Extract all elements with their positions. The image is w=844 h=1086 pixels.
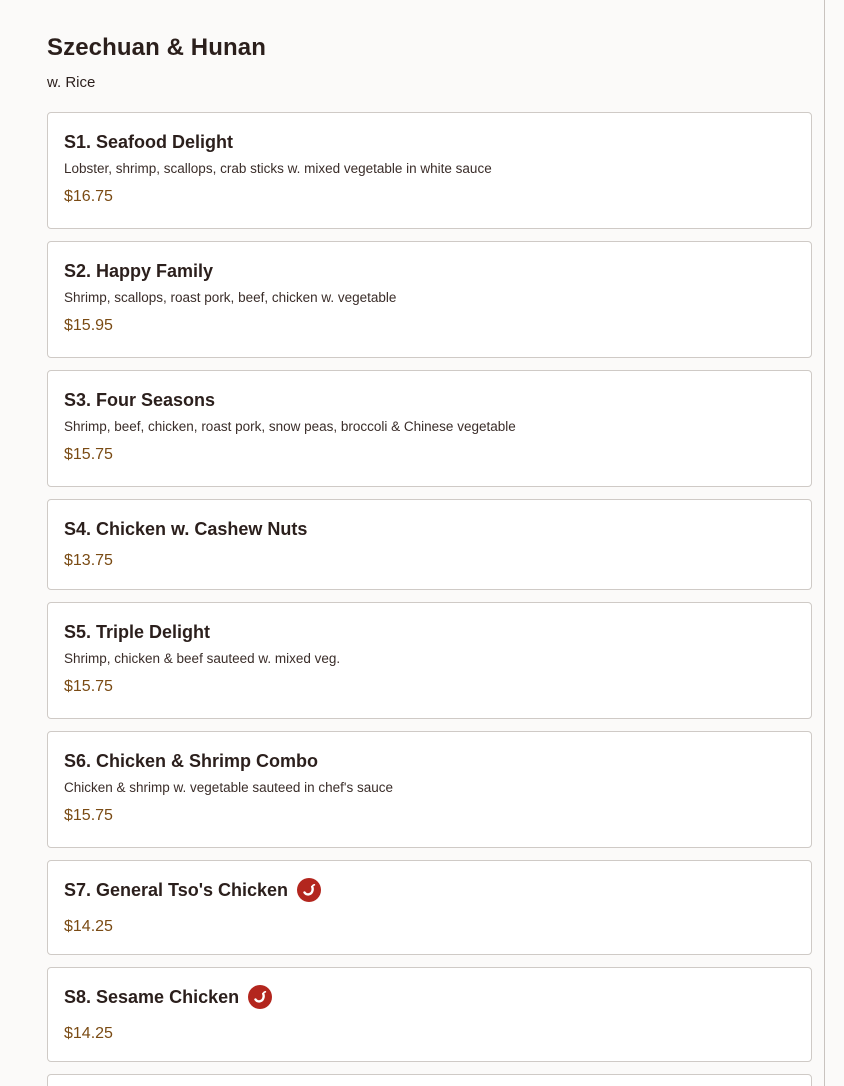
menu-item-card[interactable] — [47, 602, 812, 719]
section-title: Szechuan & Hunan — [47, 34, 266, 61]
menu-item-card[interactable] — [47, 967, 812, 1062]
menu-item-header — [64, 387, 795, 413]
menu-item-card-partial[interactable] — [47, 1074, 812, 1086]
menu-item-name: S1. Seafood Delight — [64, 131, 234, 152]
menu-item-price: $14.25 — [64, 1025, 113, 1042]
menu-item-price: $14.25 — [64, 918, 113, 935]
menu-item-price: $15.95 — [64, 317, 113, 334]
menu-item-price: $15.75 — [64, 678, 113, 695]
menu-item-card[interactable] — [47, 370, 812, 487]
menu-item-header — [64, 516, 795, 542]
chili-pepper-icon — [248, 985, 272, 1009]
menu-item-header — [64, 619, 795, 645]
menu-item-name: S5. Triple Delight — [64, 621, 211, 642]
menu-item-name: S4. Chicken w. Cashew Nuts — [64, 518, 308, 539]
menu-item-card[interactable] — [47, 860, 812, 955]
section-subtitle: w. Rice — [47, 74, 96, 91]
menu-item-description: Lobster, shrimp, scallops, crab sticks w. mixed vegetable in white sauce — [64, 161, 492, 176]
menu-item-price: $15.75 — [64, 807, 113, 824]
menu-item-price: $13.75 — [64, 552, 113, 569]
menu-item-name: S8. Sesame Chicken — [64, 986, 240, 1007]
menu-item-name: S7. General Tso's Chicken — [64, 879, 289, 900]
menu-item-description: Chicken & shrimp w. vegetable sauteed in chef's sauce — [64, 780, 394, 795]
menu-item-card[interactable] — [47, 499, 812, 590]
chili-pepper-icon — [297, 878, 321, 902]
menu-item-header — [64, 877, 795, 903]
menu-item-card[interactable] — [47, 241, 812, 358]
menu-item-name: S6. Chicken & Shrimp Combo — [64, 750, 319, 771]
menu-item-card[interactable] — [47, 112, 812, 229]
menu-item-list — [47, 112, 812, 1086]
menu-item-description: Shrimp, beef, chicken, roast pork, snow peas, broccoli & Chinese vegetable — [64, 419, 516, 434]
menu-item-description: Shrimp, chicken & beef sauteed w. mixed veg. — [64, 651, 341, 666]
menu-item-header — [64, 258, 795, 284]
menu-item-header — [64, 984, 795, 1010]
menu-item-description: Shrimp, scallops, roast pork, beef, chicken w. vegetable — [64, 290, 397, 305]
menu-item-header — [64, 129, 795, 155]
menu-item-price: $16.75 — [64, 188, 113, 205]
menu-item-name: S2. Happy Family — [64, 260, 214, 281]
menu-item-price: $15.75 — [64, 446, 113, 463]
menu-item-card[interactable] — [47, 731, 812, 848]
menu-item-header — [64, 748, 795, 774]
menu-item-name: S3. Four Seasons — [64, 389, 216, 410]
